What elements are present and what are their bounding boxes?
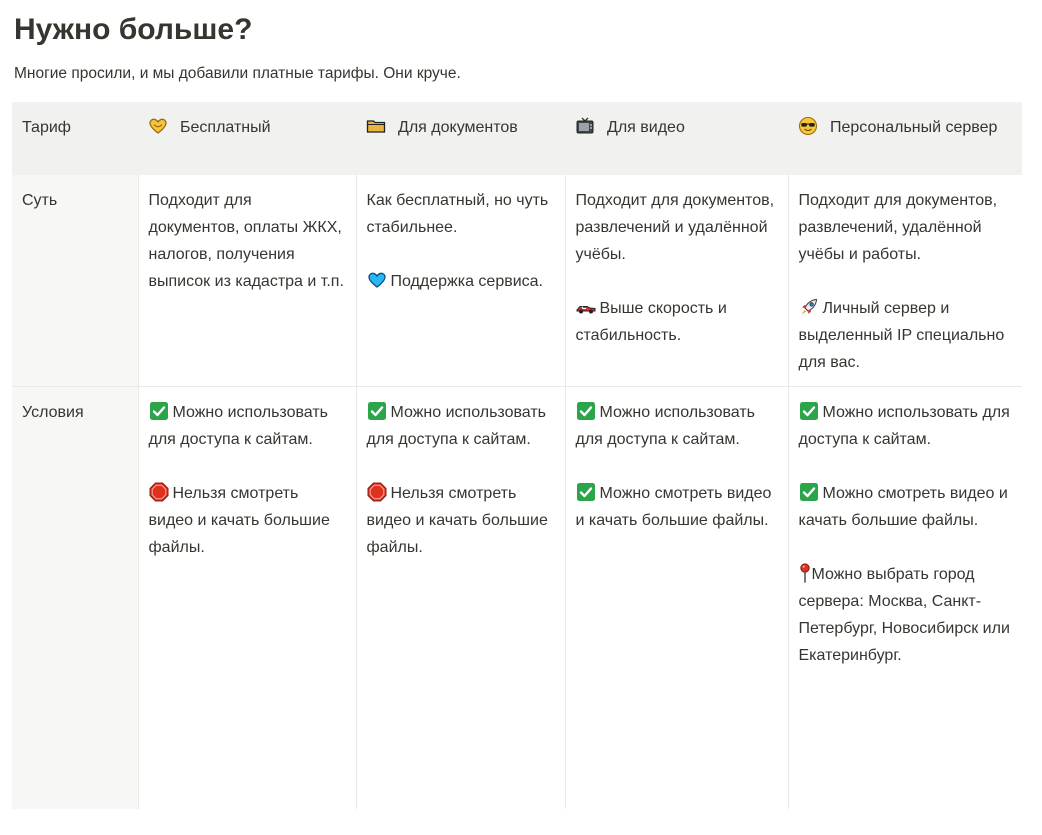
- condition-video-personal: Можно смотреть видео и качать большие файлы.: [799, 480, 1013, 534]
- condition-sites-docs: Можно использовать для доступа к сайтам.: [367, 399, 555, 453]
- check-mark-icon: [799, 401, 819, 421]
- check-mark-icon: [576, 401, 596, 421]
- cell-essence-docs: [356, 175, 565, 387]
- plan-name-docs: Для документов: [398, 119, 518, 136]
- check-mark-icon: [799, 482, 819, 502]
- plan-name-free: Бесплатный: [180, 119, 271, 136]
- header-label: Тариф: [12, 102, 138, 175]
- essence-text-personal: Подходит для документов, развлечений, удалённой учёбы и работы.: [798, 192, 998, 263]
- folder-icon: [366, 116, 386, 136]
- page-title: Нужно больше?: [14, 13, 253, 46]
- cell-conditions-personal: [788, 387, 1022, 810]
- header-plan-docs: [356, 102, 565, 175]
- table-row-essence: [12, 175, 1022, 387]
- plan-name-personal: Персональный сервер: [830, 119, 998, 136]
- stop-sign-icon: [149, 482, 169, 502]
- essence-feature-video: Выше скорость и стабильность.: [576, 295, 778, 349]
- essence-text-docs: Как бесплатный, но чуть стабильнее.: [366, 192, 549, 236]
- condition-video-docs: Нельзя смотреть видео и качать большие файлы.: [367, 480, 555, 561]
- television-icon: [575, 116, 595, 136]
- header-plan-personal: [788, 102, 1022, 175]
- row-label-conditions: Условия: [12, 387, 138, 810]
- condition-sites-video: Можно использовать для доступа к сайтам.: [576, 399, 778, 453]
- cell-essence-video: [565, 175, 788, 387]
- check-mark-icon: [576, 482, 596, 502]
- essence-text-free: Подходит для документов, оплаты ЖКХ, налогов, получения выписок из кадастра и т.п.: [148, 192, 344, 290]
- table-row-conditions: [12, 387, 1022, 810]
- condition-sites-free: Можно использовать для доступа к сайтам.: [149, 399, 346, 453]
- plan-name-video: Для видео: [607, 119, 685, 136]
- page-subtitle: Многие просили, и мы добавили платные тарифы. Они круче.: [14, 65, 461, 82]
- condition-video-video: Можно смотреть видео и качать большие файлы.: [576, 480, 778, 534]
- blue-heart-icon: [367, 270, 387, 290]
- cell-conditions-free: [138, 387, 356, 810]
- check-mark-icon: [149, 401, 169, 421]
- cell-conditions-docs: [356, 387, 565, 810]
- cell-conditions-video: [565, 387, 788, 810]
- pricing-table: [12, 102, 1022, 809]
- race-car-icon: [576, 297, 596, 317]
- condition-city-personal: Можно выбрать город сервера: Москва, Санкт-Петербург, Новосибирск или Екатеринбург.: [799, 561, 1013, 669]
- cell-essence-free: [138, 175, 356, 387]
- row-label-essence: Суть: [12, 175, 138, 387]
- rocket-icon: [799, 297, 819, 317]
- cell-essence-personal: [788, 175, 1022, 387]
- check-mark-icon: [367, 401, 387, 421]
- essence-feature-personal: Личный сервер и выделенный IP специально для вас.: [799, 295, 1013, 376]
- condition-video-free: Нельзя смотреть видео и качать большие файлы.: [149, 480, 346, 561]
- sunglasses-face-icon: [798, 116, 818, 136]
- essence-text-video: Подходит для документов, развлечений и удалённой учёбы.: [575, 192, 775, 263]
- table-header-row: [12, 102, 1022, 175]
- condition-sites-personal: Можно использовать для доступа к сайтам.: [799, 399, 1013, 453]
- header-plan-video: [565, 102, 788, 175]
- round-pin-icon: [799, 563, 811, 583]
- header-plan-free: [138, 102, 356, 175]
- essence-feature-docs: Поддержка сервиса.: [367, 268, 555, 295]
- heart-hands-icon: [148, 116, 168, 136]
- stop-sign-icon: [367, 482, 387, 502]
